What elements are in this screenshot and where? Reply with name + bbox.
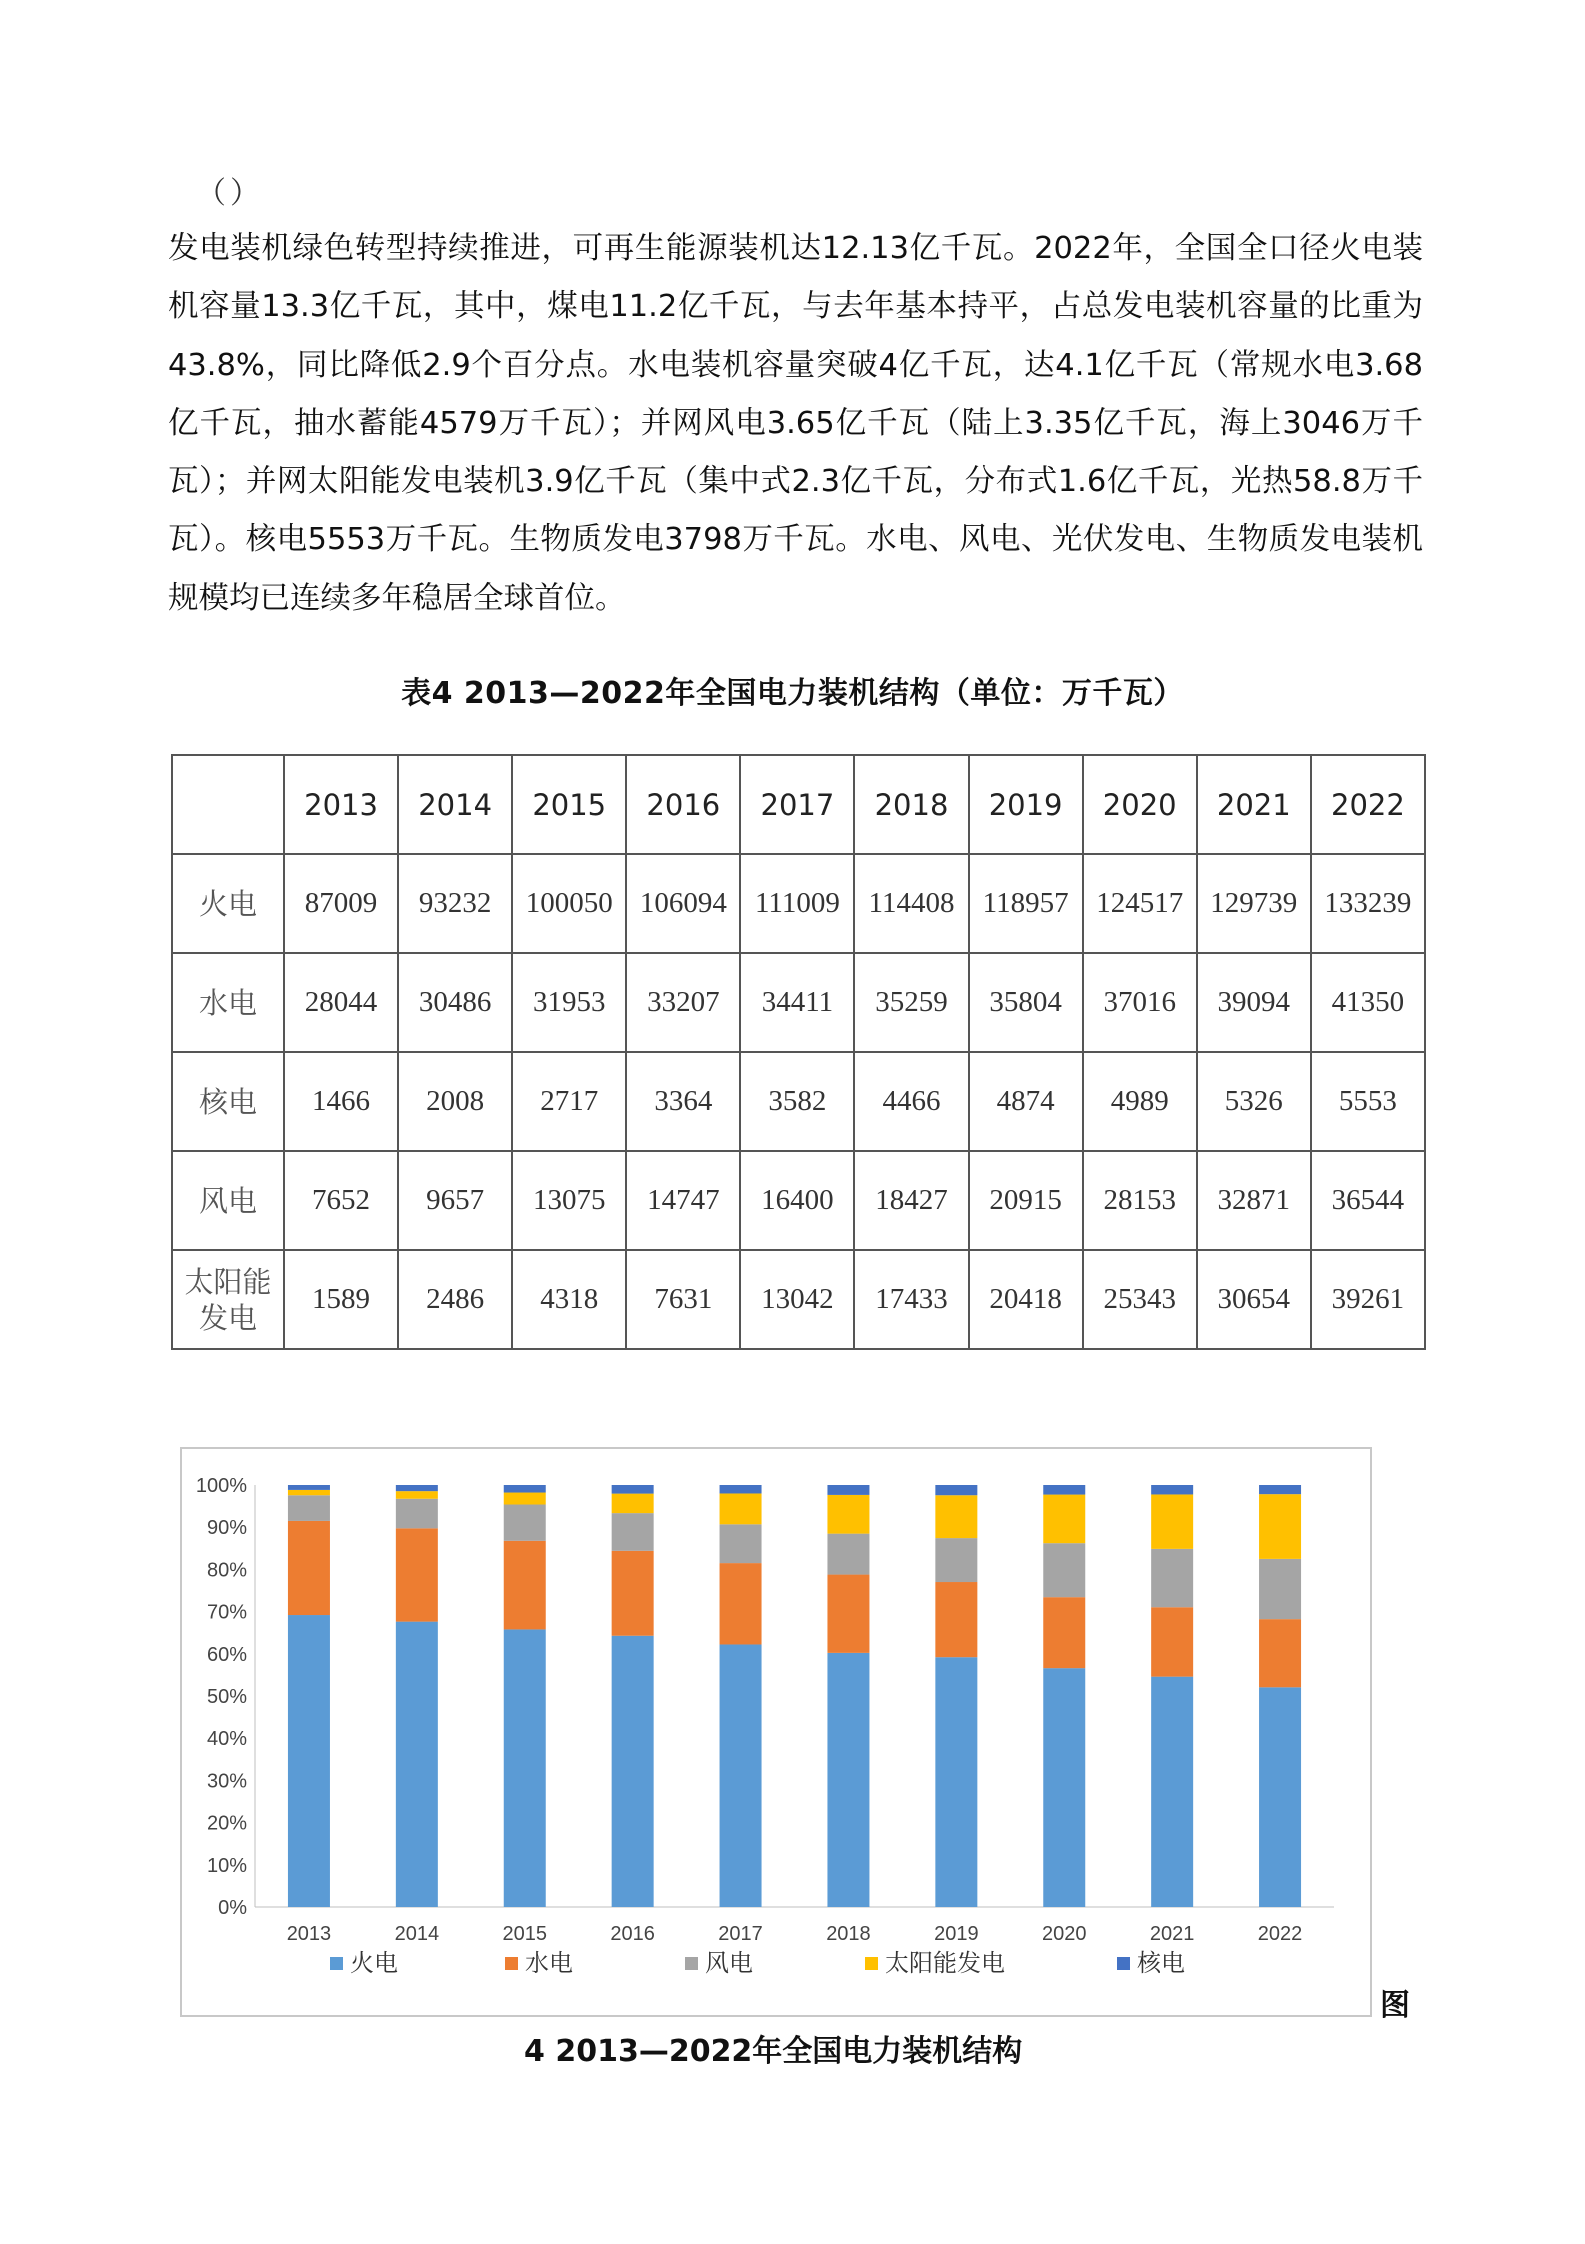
legend-swatch-核电: [1117, 1957, 1130, 1970]
table-cell: 93232: [398, 854, 512, 953]
table-cell: 4989: [1083, 1052, 1197, 1151]
figure-label-fragment: 图: [1380, 1988, 1410, 2023]
table-cell: 36544: [1311, 1151, 1425, 1250]
table-cell: 2008: [398, 1052, 512, 1151]
table-cell: 20915: [969, 1151, 1083, 1250]
bar-segment-太阳能发电-2020: [1043, 1495, 1085, 1544]
legend-swatch-太阳能发电: [865, 1957, 878, 1970]
bar-segment-核电-2016: [612, 1485, 654, 1494]
legend-label: 风电: [705, 1949, 753, 1977]
figure-caption: 4 2013—2022年全国电力装机结构: [524, 2034, 1023, 2069]
table-cell: 39094: [1197, 953, 1311, 1052]
table-cell: 41350: [1311, 953, 1425, 1052]
row-label: 风电: [172, 1151, 284, 1250]
table-cell: 13042: [740, 1250, 854, 1349]
bar-segment-核电-2020: [1043, 1485, 1085, 1495]
table-row-hydro: [172, 953, 1425, 1052]
year-header: 2017: [740, 755, 854, 854]
table-cell: 9657: [398, 1151, 512, 1250]
year-header: 2013: [284, 755, 398, 854]
bar-segment-风电-2016: [612, 1513, 654, 1551]
bar-segment-水电-2018: [827, 1575, 869, 1653]
year-header: 2020: [1083, 755, 1197, 854]
year-header: 2022: [1311, 755, 1425, 854]
table-cell: 1589: [284, 1250, 398, 1349]
bar-segment-核电-2021: [1151, 1485, 1193, 1494]
table-cell: 100050: [512, 854, 626, 953]
bar-segment-风电-2017: [720, 1524, 762, 1563]
table-cell: 7652: [284, 1151, 398, 1250]
legend-label: 太阳能发电: [885, 1949, 1005, 1977]
legend-swatch-水电: [505, 1957, 518, 1970]
table-cell: 34411: [740, 953, 854, 1052]
bar-segment-水电-2015: [504, 1541, 546, 1630]
y-tick-label: 10%: [206, 1854, 247, 1877]
bar-segment-太阳能发电-2017: [720, 1493, 762, 1524]
row-label: 核电: [172, 1052, 284, 1151]
legend-label: 火电: [350, 1949, 398, 1977]
table-cell: 20418: [969, 1250, 1083, 1349]
table-cell: 35804: [969, 953, 1083, 1052]
table-cell: 16400: [740, 1151, 854, 1250]
chart-canvas: [182, 1449, 1370, 2015]
bar-segment-太阳能发电-2014: [396, 1491, 438, 1499]
table-cell: 14747: [626, 1151, 740, 1250]
bar-segment-太阳能发电-2013: [288, 1490, 330, 1495]
table-row-thermal: [172, 854, 1425, 953]
x-tick-label: 2016: [610, 1923, 655, 1945]
table-cell: 2486: [398, 1250, 512, 1349]
table-cell: 30486: [398, 953, 512, 1052]
bar-segment-水电-2016: [612, 1551, 654, 1636]
y-tick-label: 50%: [206, 1686, 247, 1708]
table-cell: 106094: [626, 854, 740, 953]
bar-segment-核电-2015: [504, 1485, 546, 1493]
x-tick-label: 2014: [394, 1923, 440, 1945]
table-cell: 5326: [1197, 1052, 1311, 1151]
x-tick-label: 2021: [1149, 1923, 1195, 1945]
y-tick-label: 20%: [206, 1812, 247, 1835]
bar-segment-核电-2013: [288, 1485, 330, 1490]
stacked-bar-chart: [180, 1447, 1372, 2017]
table-cell: 17433: [854, 1250, 968, 1349]
y-tick-label: 40%: [206, 1728, 247, 1751]
legend-label: 核电: [1137, 1949, 1185, 1977]
x-tick-label: 2019: [934, 1923, 979, 1945]
bar-segment-水电-2014: [396, 1528, 438, 1621]
bar-segment-太阳能发电-2019: [935, 1495, 977, 1538]
row-label: [172, 1250, 284, 1349]
table-cell: 5553: [1311, 1052, 1425, 1151]
bar-segment-水电-2021: [1151, 1607, 1193, 1676]
bar-segment-火电-2021: [1151, 1677, 1193, 1907]
table-cell: 114408: [854, 854, 968, 953]
bar-segment-水电-2020: [1043, 1597, 1085, 1668]
table-title: 表4 2013—2022年全国电力装机结构（单位：万千瓦）: [401, 676, 1184, 711]
bar-segment-水电-2022: [1259, 1619, 1301, 1687]
x-tick-label: 2018: [826, 1923, 871, 1945]
year-header: 2016: [626, 755, 740, 854]
bar-segment-风电-2022: [1259, 1559, 1301, 1619]
bar-segment-火电-2016: [612, 1636, 654, 1907]
table-cell: 133239: [1311, 854, 1425, 953]
y-tick-label: 90%: [206, 1517, 247, 1540]
year-header: 2021: [1197, 755, 1311, 854]
table-cell: 39261: [1311, 1250, 1425, 1349]
bar-segment-风电-2018: [827, 1534, 869, 1575]
bar-segment-太阳能发电-2018: [827, 1495, 869, 1534]
y-tick-label: 70%: [206, 1601, 247, 1624]
table-cell: 13075: [512, 1151, 626, 1250]
row-label-line: 发电: [198, 1300, 257, 1335]
table-cell: 4318: [512, 1250, 626, 1349]
table-cell: 111009: [740, 854, 854, 953]
x-tick-label: 2013: [286, 1923, 332, 1945]
x-tick-label: 2020: [1042, 1923, 1087, 1945]
bar-segment-火电-2014: [396, 1622, 438, 1907]
year-header: 2019: [969, 755, 1083, 854]
bar-segment-水电-2019: [935, 1582, 977, 1657]
bar-segment-太阳能发电-2021: [1151, 1494, 1193, 1548]
row-label-line: 太阳能: [184, 1264, 272, 1299]
bar-segment-太阳能发电-2022: [1259, 1494, 1301, 1559]
row-label: 火电: [172, 854, 284, 953]
x-tick-label: 2015: [502, 1923, 547, 1945]
body-paragraph: 发电装机绿色转型持续推进，可再生能源装机达12.13亿千瓦。2022年，全国全口径火电装机容量13.3亿千瓦，其中，煤电11.2亿千瓦，与去年基本持平，占总发电装机容量的比重为43.8%，同比降低2.9个百分点。水电装机容量突破4亿千瓦，达4.1亿千瓦（常规水电3.68亿千瓦，抽水蓄能4579万千瓦）；并网风电3.65亿千瓦（陆上3.35亿千瓦，海上3046万千瓦）；并网太阳能发电装机3.9亿千瓦（集中式2.3亿千瓦，分布式1.6亿千瓦，光热58.8万千瓦）。核电5553万千瓦。生物质发电3798万千瓦。水电、风电、光伏发电、生物质发电装机规模均已连续多年稳居全球首位。: [168, 231, 1423, 616]
table-cell: 32871: [1197, 1151, 1311, 1250]
table-cell: 3582: [740, 1052, 854, 1151]
table-cell: 33207: [626, 953, 740, 1052]
table-row-nuclear: [172, 1052, 1425, 1151]
bar-segment-太阳能发电-2016: [612, 1494, 654, 1514]
year-header: 2018: [854, 755, 968, 854]
bar-segment-核电-2019: [935, 1485, 977, 1495]
bar-segment-火电-2018: [827, 1653, 869, 1907]
x-tick-label: 2022: [1257, 1923, 1303, 1945]
table-cell: 1466: [284, 1052, 398, 1151]
table-row-solar: [172, 1250, 1425, 1349]
table-cell: 3364: [626, 1052, 740, 1151]
table-cell: 28153: [1083, 1151, 1197, 1250]
table-cell: 25343: [1083, 1250, 1197, 1349]
bar-segment-风电-2019: [935, 1538, 977, 1582]
legend-swatch-风电: [685, 1957, 698, 1970]
table-cell: 7631: [626, 1250, 740, 1349]
truncated-heading-fragment: （）: [196, 176, 264, 211]
table-cell: 37016: [1083, 953, 1197, 1052]
year-header: 2014: [398, 755, 512, 854]
bar-segment-风电-2015: [504, 1505, 546, 1541]
x-tick-label: 2017: [718, 1923, 763, 1945]
table-cell: 2717: [512, 1052, 626, 1151]
table-corner-cell: [172, 755, 284, 854]
table-header-row: [172, 755, 1425, 854]
bar-segment-太阳能发电-2015: [504, 1493, 546, 1505]
legend-label: 水电: [525, 1949, 573, 1977]
legend-swatch-火电: [330, 1957, 343, 1970]
table-cell: 31953: [512, 953, 626, 1052]
capacity-table: [171, 754, 1426, 1350]
year-header: 2015: [512, 755, 626, 854]
bar-segment-风电-2014: [396, 1499, 438, 1529]
bar-segment-核电-2022: [1259, 1485, 1301, 1494]
table-cell: 87009: [284, 854, 398, 953]
bar-segment-火电-2017: [720, 1644, 762, 1907]
bar-segment-火电-2015: [504, 1629, 546, 1907]
y-tick-label: 80%: [206, 1559, 247, 1582]
table-cell: 129739: [1197, 854, 1311, 953]
bar-segment-水电-2017: [720, 1563, 762, 1644]
table-cell: 118957: [969, 854, 1083, 953]
bar-segment-火电-2013: [288, 1615, 330, 1907]
table-cell: 30654: [1197, 1250, 1311, 1349]
y-tick-label: 100%: [195, 1475, 247, 1497]
y-tick-label: 30%: [206, 1770, 247, 1793]
table-row-wind: [172, 1151, 1425, 1250]
table-cell: 4874: [969, 1052, 1083, 1151]
bar-segment-火电-2020: [1043, 1668, 1085, 1907]
y-tick-label: 60%: [206, 1643, 247, 1666]
bar-segment-核电-2018: [827, 1485, 869, 1495]
bar-segment-风电-2021: [1151, 1549, 1193, 1607]
bar-segment-火电-2022: [1259, 1687, 1301, 1907]
table-cell: 28044: [284, 953, 398, 1052]
bar-segment-水电-2013: [288, 1521, 330, 1615]
table-cell: 124517: [1083, 854, 1197, 953]
row-label: 水电: [172, 953, 284, 1052]
table-cell: 35259: [854, 953, 968, 1052]
bar-segment-核电-2014: [396, 1485, 438, 1491]
table-cell: 4466: [854, 1052, 968, 1151]
bar-segment-风电-2013: [288, 1495, 330, 1521]
bar-segment-火电-2019: [935, 1657, 977, 1907]
table-cell: 18427: [854, 1151, 968, 1250]
y-tick-label: 0%: [218, 1897, 247, 1919]
bar-segment-核电-2017: [720, 1485, 762, 1493]
bar-segment-风电-2020: [1043, 1543, 1085, 1597]
